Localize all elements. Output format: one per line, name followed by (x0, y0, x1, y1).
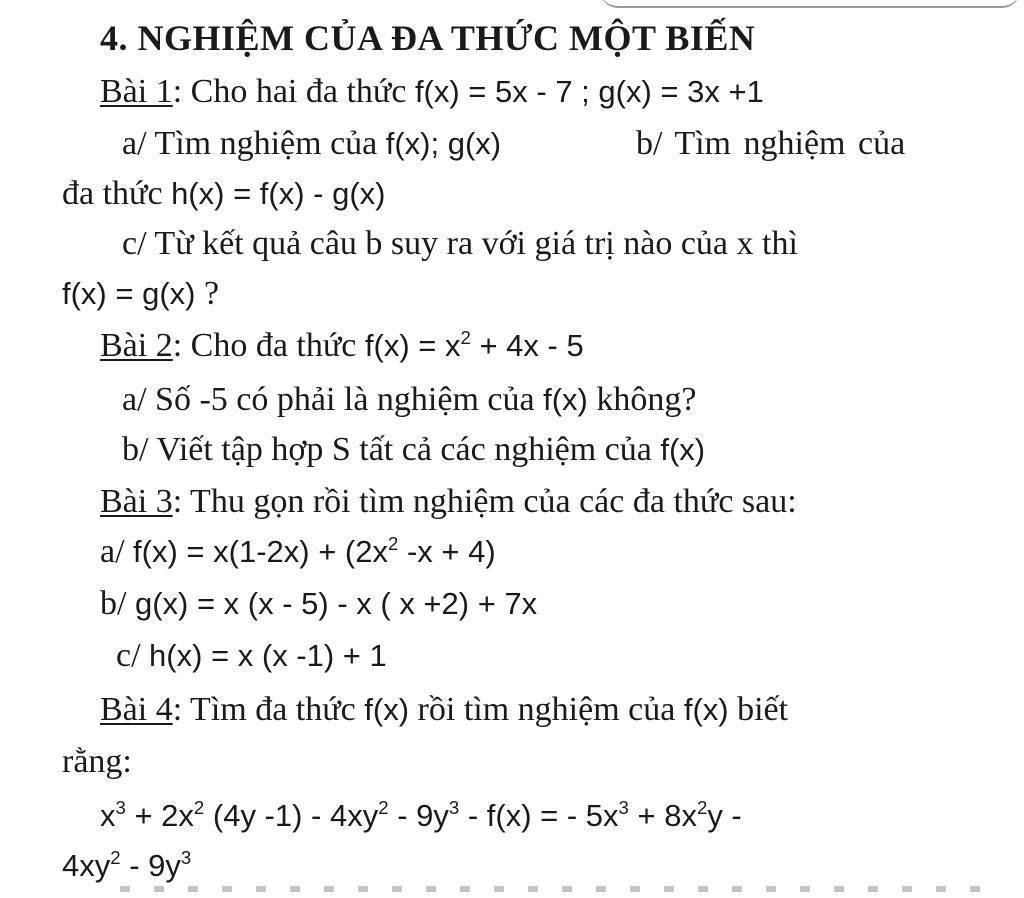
bai3-part-b (100, 584, 537, 624)
eq1-b: + 2x (125, 798, 194, 833)
bai2-intro: : Cho đa thức (172, 327, 365, 364)
bai3-b-prefix: b/ (100, 585, 135, 622)
bai1-b-cont-math: h(x) = f(x) - g(x) (171, 176, 386, 211)
eq1-f: - f(x) = - 5x (459, 798, 619, 833)
bai1-c-text: c/ Từ kết quả câu b suy ra với giá trị nào của x thì (122, 225, 798, 262)
bai3-part-c (116, 636, 387, 676)
bai1-intro: : Cho hai đa thức (172, 73, 415, 110)
bai2-part-b (122, 430, 705, 470)
bai3-intro: : Thu gọn rồi tìm nghiệm của các đa thức sau: (172, 483, 797, 520)
cropped-previous-line (600, 0, 1020, 8)
eq1-e1: 3 (115, 796, 126, 818)
eq1-g: + 8x (628, 798, 697, 833)
bai1-c-question: ? (195, 275, 220, 312)
bai2-fx-post: + 4x - 5 (470, 328, 584, 363)
bai3-part-a (100, 532, 496, 572)
bai2-label: Bài 2 (100, 327, 173, 364)
bai4-m1: f(x) (364, 692, 410, 727)
bai2-title-line (100, 326, 584, 366)
bai1-label: Bài 1 (100, 73, 173, 110)
bai3-a-math-post: -x + 4) (398, 534, 496, 569)
bai1-b-text: b/ Tìm nghiệm của (636, 125, 906, 162)
bai3-a-math (133, 534, 496, 569)
bai2-a-math: f(x) (543, 382, 588, 417)
bai1-part-b (636, 124, 905, 164)
eq1-e4: 3 (448, 796, 460, 818)
eq1-a: x (100, 798, 116, 833)
bai4-intro2: rồi tìm nghiệm của (409, 691, 684, 728)
bai3-title-line (100, 482, 797, 522)
bai3-label: Bài 3 (100, 483, 173, 520)
eq1-e3: 2 (378, 796, 389, 818)
bai4-equation-line2 (62, 846, 191, 886)
bai2-a-text: a/ Số -5 có phải là nghiệm của (122, 381, 544, 418)
cropped-next-line (120, 886, 980, 892)
bai1-part-c (122, 224, 798, 264)
bai4-title-line (100, 690, 788, 730)
bai2-fx-exp: 2 (460, 326, 471, 348)
bai3-c-math: h(x) = x (x -1) + 1 (149, 638, 387, 673)
bai1-part-b-cont (62, 174, 385, 214)
bai4-m2: f(x) (683, 692, 729, 727)
eq2-e1: 2 (110, 846, 121, 868)
bai2-b-text: b/ Viết tập hợp S tất cả các nghiệm của (122, 431, 661, 468)
bai3-a-math-pre: f(x) = x(1-2x) + (2x (133, 534, 388, 569)
bai4-intro1: : Tìm đa thức (172, 691, 365, 728)
eq1-d: - 9y (388, 798, 449, 833)
bai4-cont-text: rằng: (62, 743, 132, 780)
bai2-b-math: f(x) (660, 432, 706, 467)
bai4-equation-line1 (100, 796, 742, 836)
bai1-a-math: f(x); g(x) (385, 126, 502, 161)
eq1-e6: 2 (696, 796, 708, 818)
bai2-fx-pre: f(x) = x (364, 328, 461, 363)
bai4-label: Bài 4 (100, 691, 173, 728)
bai3-b-math: g(x) = x (x - 5) - x ( x +2) + 7x (134, 586, 538, 621)
eq1-e5: 3 (618, 796, 629, 818)
bai2-polynomial (365, 328, 584, 363)
eq1-h: y - (707, 798, 742, 833)
eq2-b: - 9y (120, 848, 181, 883)
bai1-c-math: f(x) = g(x) (62, 276, 196, 311)
bai1-part-c-cont (62, 274, 219, 314)
bai3-c-prefix: c/ (116, 637, 150, 674)
eq1-e2: 2 (193, 796, 205, 818)
bai1-polynomials: f(x) = 5x - 7 ; g(x) = 3x +1 (414, 74, 764, 109)
eq1-c: (4y -1) - 4xy (204, 798, 379, 833)
bai1-part-a (122, 124, 501, 164)
bai1-title-line (100, 72, 764, 112)
eq2-e2: 3 (180, 846, 192, 868)
bai2-a-end: không? (587, 381, 697, 418)
bai4-cont (62, 742, 132, 782)
bai4-intro3: biết (728, 691, 789, 728)
bai1-a-text: a/ Tìm nghiệm của (122, 125, 386, 162)
bai3-a-exp: 2 (387, 532, 399, 554)
bai3-a-prefix: a/ (100, 533, 134, 570)
section-heading (100, 18, 755, 58)
bai1-b-cont-text: đa thức (62, 175, 172, 212)
eq2-a: 4xy (62, 848, 111, 883)
heading-text: 4. NGHIỆM CỦA ĐA THỨC MỘT BIẾN (100, 18, 756, 58)
bai2-part-a (122, 380, 696, 420)
